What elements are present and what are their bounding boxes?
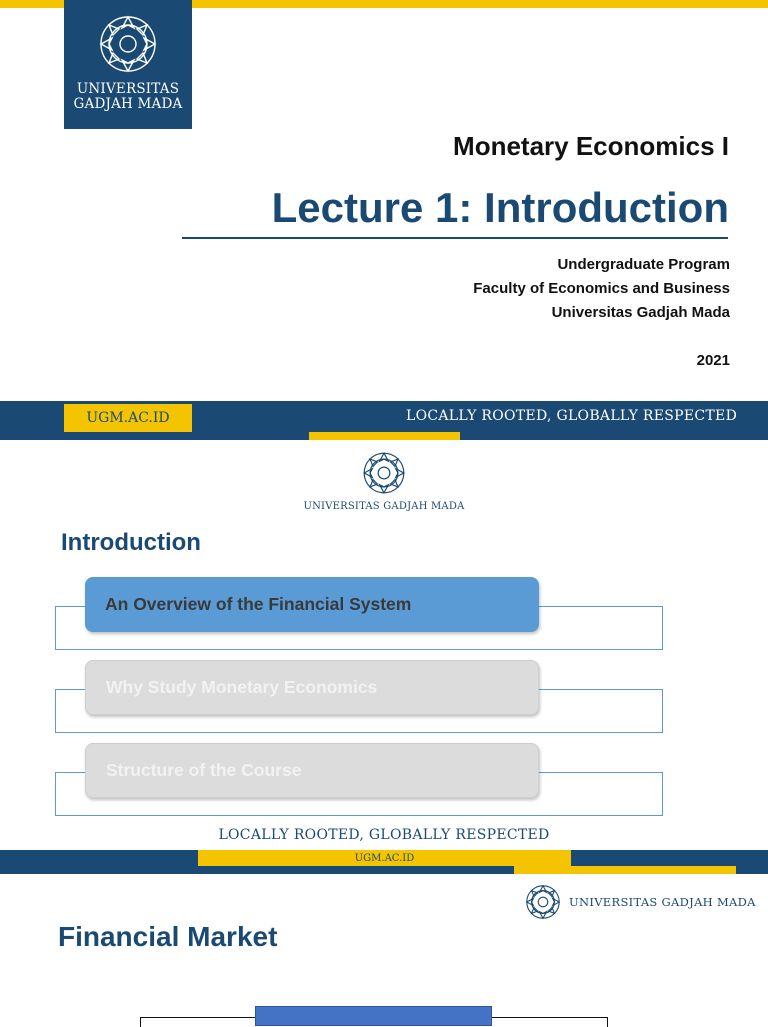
footer-site-link[interactable]: UGM.AC.ID — [64, 404, 192, 432]
ugm-emblem-icon — [525, 884, 561, 920]
ugm-emblem-icon — [362, 451, 406, 495]
year-label: 2021 — [696, 352, 730, 369]
diagram-connector — [607, 1017, 608, 1027]
footer-motto: LOCALLY ROOTED, GLOBALLY RESPECTED — [218, 827, 550, 843]
course-name: Monetary Economics I — [453, 131, 729, 161]
title-underline — [182, 237, 728, 239]
university-logo — [64, 0, 192, 129]
program-label: Undergraduate Program — [557, 256, 730, 273]
university-wordmark: UNIVERSITAS GADJAH MADA — [569, 895, 756, 909]
section-heading: Introduction — [61, 529, 201, 556]
lecture-title: Lecture 1: Introduction — [271, 184, 729, 231]
agenda-item[interactable]: Structure of the Course — [85, 743, 539, 798]
diagram-node — [255, 1006, 492, 1026]
logo-line-2: GADJAH MADA — [73, 96, 183, 112]
section-heading: Financial Market — [58, 921, 278, 952]
footer-motto: LOCALLY ROOTED, GLOBALLY RESPECTED — [406, 408, 738, 424]
university-label: Universitas Gadjah Mada — [551, 304, 730, 321]
ugm-emblem-icon — [98, 14, 158, 74]
agenda-item-active[interactable]: An Overview of the Financial System — [85, 577, 539, 632]
diagram-connector — [140, 1017, 141, 1027]
university-wordmark: UNIVERSITAS GADJAH MADA — [303, 501, 465, 512]
agenda-item[interactable]: Why Study Monetary Economics — [85, 660, 539, 715]
footer-gold-accent — [514, 866, 736, 874]
footer-site-link[interactable]: UGM.AC.ID — [198, 850, 571, 866]
faculty-label: Faculty of Economics and Business — [473, 280, 730, 297]
title-slide — [0, 0, 768, 440]
logo-line-1: UNIVERSITAS — [76, 81, 180, 97]
footer-gold-accent — [309, 432, 460, 440]
